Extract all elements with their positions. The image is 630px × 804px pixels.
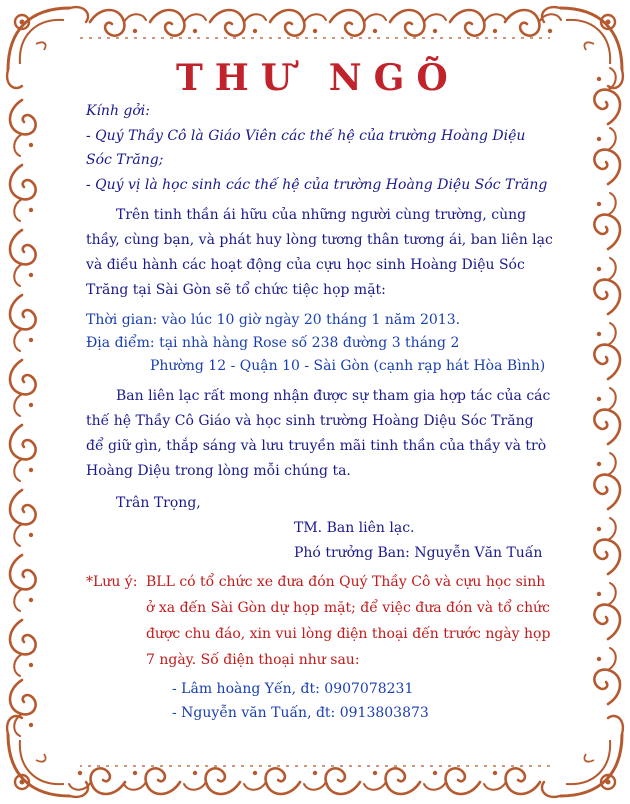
recipient-line-3: - Quý vị là học sinh các thế hệ của trường Hoàng Diệu Sóc Trăng [86,177,548,193]
recipient-line-2: Sóc Trăng; [86,152,164,168]
intro-line-1: Trên tinh thần ái hữu của những người cùng trường, cùng [116,207,527,223]
intro-line-4: Trăng tại Sài Gòn sẽ tổ chức tiệc họp mặt: [86,282,386,298]
note-line-4: 7 ngày. Số điện thoại như sau: [146,652,360,668]
signature-name: Phó trưởng Ban: Nguyễn Văn Tuấn [294,545,543,561]
note-line-3: được chu đáo, xin vui lòng điện thoại đến trước ngày họp [146,626,551,642]
event-place-line-2: Phường 12 - Quận 10 - Sài Gòn (cạnh rạp hát Hòa Bình) [150,358,546,374]
letter-title: THƯ NGÕ [176,57,460,99]
note-label: *Lưu ý: [86,574,138,590]
body-line-3: để giữ gìn, thắp sáng và lưu truyền mãi tinh thần của thầy và trò [86,438,547,454]
intro-line-2: thầy, cùng bạn, và phát huy lòng tương thân tương ái, ban liên lạc [86,232,553,248]
note-line-1: BLL có tổ chức xe đưa đón Quý Thầy Cô và cựu học sinh [146,574,546,590]
contact-1: - Lâm hoàng Yến, đt: 0907078231 [172,681,414,697]
body-line-2: thế hệ Thầy Cô Giáo và học sinh trường Hoàng Diệu Sóc Trăng [86,413,534,429]
note-line-2: ở xa đến Sài Gòn dự họp mặt; để việc đưa đón và tổ chức [146,600,550,616]
closing: Trân Trọng, [116,495,201,511]
event-place: Địa điểm: tại nhà hàng Rose số 238 đường 3 tháng 2 [86,335,460,351]
intro-line-3: và điều hành các hoạt động của cựu học sinh Hoàng Diệu Sóc [86,257,525,273]
contact-2: - Nguyễn văn Tuấn, đt: 0913803873 [172,705,429,721]
recipient-line-1: - Quý Thầy Cô là Giáo Viên các thế hệ của trường Hoàng Diệu [86,128,526,144]
signature-org: TM. Ban liên lạc. [294,520,415,536]
body-line-1: Ban liên lạc rất mong nhận được sự tham gia hợp tác của các [116,388,551,404]
body-line-4: Hoàng Diệu trong lòng mỗi chúng ta. [86,463,351,479]
event-time: Thời gian: vào lúc 10 giờ ngày 20 tháng 1 năm 2013. [86,312,461,328]
greeting: Kính gởi: [86,103,151,119]
